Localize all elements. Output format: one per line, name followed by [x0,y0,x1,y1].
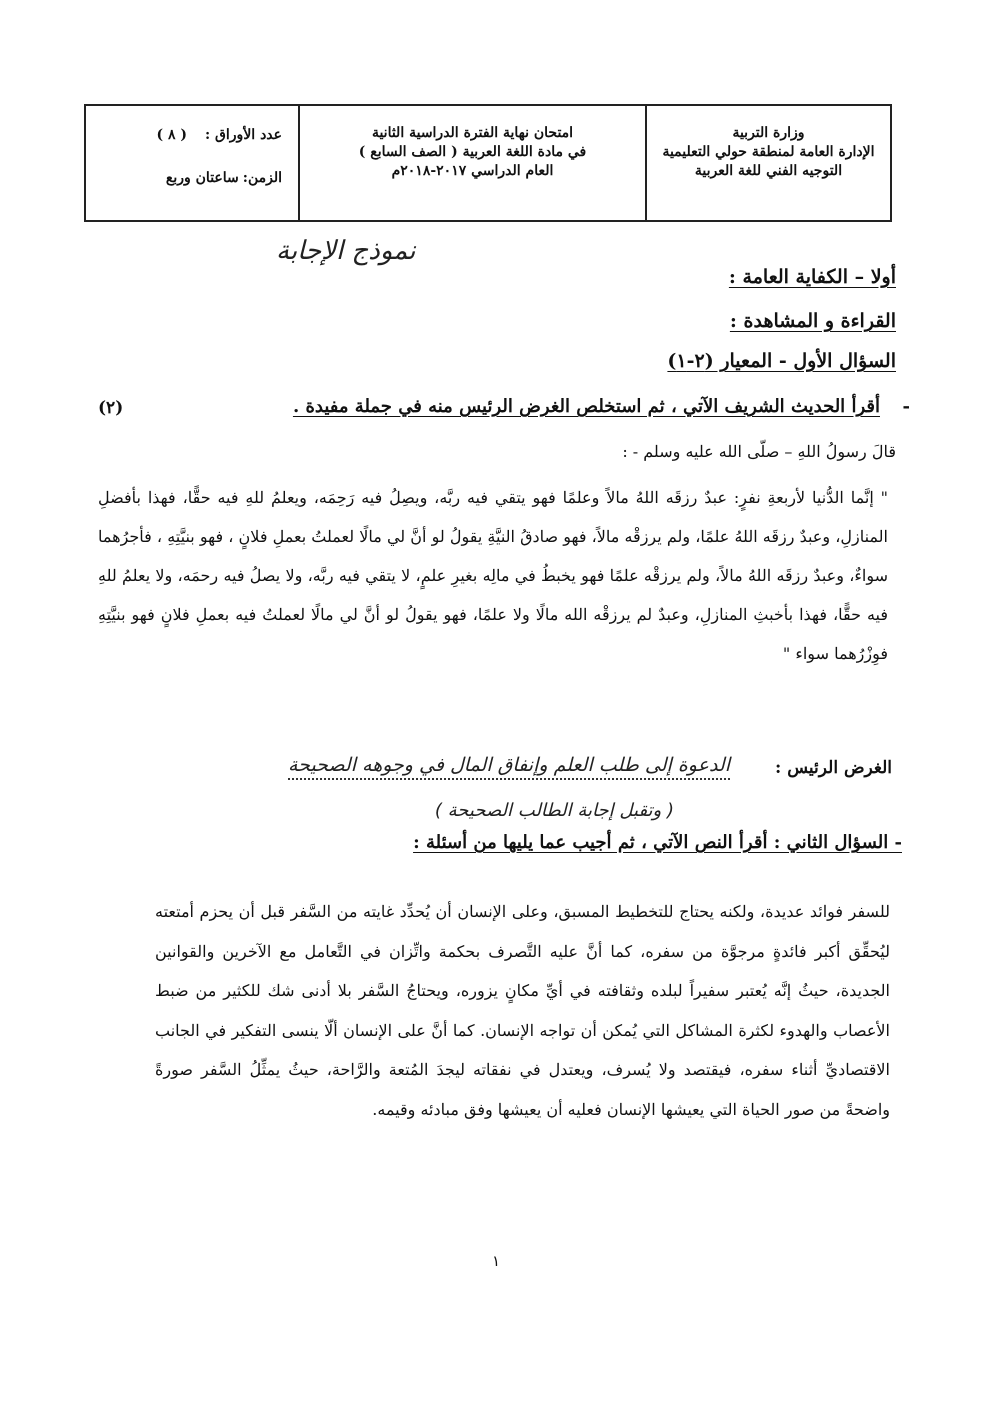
exam-meta-block [86,106,298,220]
ministry-line: وزارة التربية [732,125,805,141]
bullet-dash: - [902,396,910,417]
time-label: الزمن: [242,170,282,186]
question2-heading: - السؤال الثاني : أقرأ النص الآتي ، ثم أجيب عما يليها من أسئلة : [413,832,902,853]
pages-label: عدد الأوراق : [205,127,282,143]
question1-instruction: أقرأ الحديث الشريف الآتي ، ثم استخلص الغرض الرئيس منه في جملة مفيدة . [292,396,880,417]
hadith-intro: قالَ رسولُ اللهِ – صلّى الله عليه وسلم - : [622,442,896,461]
hadith-text: " إنَّما الدُّنيا لأربعةِ نفرٍ: عبدٌ رزقَه اللهُ مالاً وعلمًا فهو يتقي فيه ربَّه، ويصِلُ فيه رَحِمَه، ويعلمُ للهِ فيه حقًّا، فهذا بأفضلِ المنازلِ، وعبدٌ رزقَه اللهُ علمًا، ولم يرزقْه مالاً، فهو صادقُ النيَّةِ يقولُ لو أنَّ لي مالًا لعملتُ بعملِ فلانٍ ، فهو بنيَّتِهِ ، فأجرُهما سواءٌ، وعبدٌ رزقَه اللهُ مالاً، ولم يرزقْه علمًا فهو يخبطُ في مالِه بغيرِ علمٍ، لا يتقي فيه ربَّه، ولا يصلُ فيه رحمَه، ولا يعلمُ للهِ فيه حقًّا، فهذا بأخبثِ المنازلِ، وعبدٌ لم يرزقْه الله مالًا ولا علمًا، فهو يقولُ لو أنَّ لي مالًا لعملتُ فيه بعملِ فلانٍ فهو بنيَّتِهِ فوِزْرُهما سواء " [98,488,888,663]
exam-header-table [84,104,892,222]
question1-heading: السؤال الأول - المعيار (٢-١) [667,350,896,372]
handwritten-answer-key-title: نموذج الإجابة [276,236,416,266]
district-line: الإدارة العامة لمنطقة حولي التعليمية [662,144,875,160]
question1-marks: (٢) [98,398,124,418]
handwritten-answer: الدعوة إلى طلب العلم وإنفاق المال في وجوهه الصحيحة [288,754,730,780]
time-value: ساعتان وربع [165,170,239,186]
subject-line: في مادة اللغة العربية ( الصف السابع ) [358,144,587,160]
handwritten-answer-note: ( وتقبل إجابة الطالب الصحيحة ) [434,800,674,821]
section-general-competency: أولا – الكفاية العامة : [728,266,896,288]
answer-label-text: الغرض الرئيس : [775,758,892,778]
page-number: ١ [491,1252,501,1270]
year-line: العام الدراسي ٢٠١٧-٢٠١٨م [391,163,554,179]
exam-info-block [298,106,645,220]
section-reading: القراءة و المشاهدة : [729,310,896,332]
ministry-block [645,106,890,220]
pages-value: ( ٨ ) [156,127,187,143]
question2-passage: للسفر فوائد عديدة، ولكنه يحتاج للتخطيط المسبق، وعلى الإنسان أن يُحدِّد غايته من السَّفر قبل أن يحزم أمتعته ليُحقِّق أكبر فائدةٍ مرجوَّة من سفره، كما أنَّ عليه التَّصرف بحكمة واتِّزان في التَّعامل مع الآخرين والقوانين الجديدة، حيثُ إنَّه يُعتبر سفيراً لبلده وثقافته في أيِّ مكانٍ يزوره، ويحتاجُ السَّفر بلا أدنى شك للكثير من ضبط الأعصاب والهدوء لكثرة المشاكل التي يُمكن أن تواجه الإنسان. كما أنَّ على الإنسان ألّا ينسى التفكير في الجانب الاقتصاديِّ أثناء سفره، فيقتصد ولا يُسرف، ويعتدل في نفقاته ليجدَ المُتعة والرَّاحة، حيثُ يمثِّلُ السَّفر صورةً واضحةً من صور الحياة التي يعيشها الإنسان فعليه أن يعيشها وفق مبادئه وقيمه. [155,902,890,1119]
exam-title-line: امتحان نهاية الفترة الدراسية الثانية [371,125,574,141]
supervision-line: التوجيه الفني للغة العربية [694,163,843,179]
